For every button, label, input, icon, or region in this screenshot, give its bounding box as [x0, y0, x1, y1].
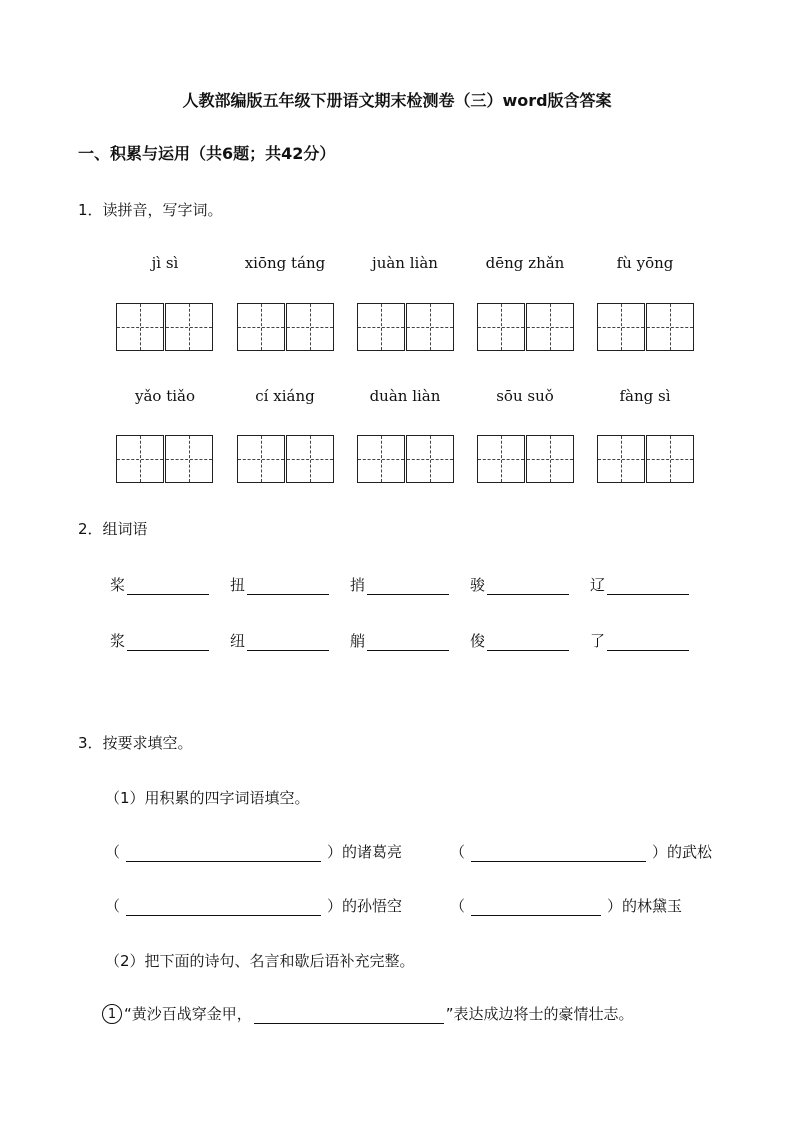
fill-item[interactable] — [450, 895, 682, 916]
char: 了 — [590, 632, 606, 650]
answer-blank[interactable] — [607, 634, 689, 651]
open-paren: （ — [105, 897, 121, 915]
writing-grid[interactable] — [357, 435, 454, 483]
poem-fill-item[interactable] — [102, 1003, 634, 1024]
pinyin-label: jì sì — [151, 254, 179, 272]
item-number-circle: 1 — [102, 1004, 122, 1024]
fill-suffix: ）的林黛玉 — [607, 897, 683, 915]
sub-question-1: （1）用积累的四字词语填空。 — [105, 789, 310, 807]
answer-blank[interactable] — [607, 578, 689, 595]
word-blank-item[interactable] — [590, 574, 689, 595]
poem-suffix: ”表达成边将士的豪情壮志。 — [445, 1005, 634, 1023]
answer-blank[interactable] — [126, 845, 321, 862]
answer-blank[interactable] — [127, 578, 209, 595]
char: 辽 — [590, 576, 606, 594]
answer-blank[interactable] — [487, 634, 569, 651]
writing-grid[interactable] — [597, 303, 694, 351]
fill-suffix: ）的武松 — [652, 843, 713, 861]
pinyin-label: xiōng táng — [244, 254, 326, 272]
char: 艄 — [350, 632, 366, 650]
writing-grid[interactable] — [237, 435, 334, 483]
answer-blank[interactable] — [367, 578, 449, 595]
word-blank-item[interactable] — [470, 630, 569, 651]
writing-grid[interactable] — [237, 303, 334, 351]
word-blank-item[interactable] — [230, 630, 329, 651]
sub-question-2: （2）把下面的诗句、名言和歇后语补充完整。 — [105, 952, 415, 970]
pinyin-label: dēng zhǎn — [485, 254, 565, 272]
answer-blank[interactable] — [127, 634, 209, 651]
writing-grid[interactable] — [357, 303, 454, 351]
answer-blank[interactable] — [487, 578, 569, 595]
pinyin-label: fàng sì — [619, 387, 671, 405]
writing-grid[interactable] — [116, 435, 213, 483]
fill-item[interactable] — [105, 841, 402, 862]
open-paren: （ — [450, 897, 466, 915]
writing-grid[interactable] — [477, 303, 574, 351]
writing-grid[interactable] — [116, 303, 213, 351]
answer-blank[interactable] — [471, 845, 646, 862]
answer-blank[interactable] — [126, 899, 321, 916]
section-heading: 一、积累与运用（共6题；共42分） — [78, 144, 336, 163]
writing-grid[interactable] — [477, 435, 574, 483]
char: 桨 — [110, 576, 126, 594]
char: 骏 — [470, 576, 486, 594]
fill-item[interactable] — [105, 895, 402, 916]
fill-suffix: ）的孙悟空 — [327, 897, 403, 915]
word-blank-item[interactable] — [470, 574, 569, 595]
word-blank-item[interactable] — [230, 574, 329, 595]
pinyin-label: cí xiáng — [255, 387, 315, 405]
char: 扭 — [230, 576, 246, 594]
open-paren: （ — [105, 843, 121, 861]
pinyin-label: yǎo tiǎo — [134, 387, 195, 405]
open-paren: （ — [450, 843, 466, 861]
fill-item[interactable] — [450, 841, 712, 862]
fill-suffix: ）的诸葛亮 — [327, 843, 403, 861]
answer-blank[interactable] — [471, 899, 601, 916]
answer-blank[interactable] — [367, 634, 449, 651]
char: 捎 — [350, 576, 366, 594]
word-blank-item[interactable] — [350, 574, 449, 595]
answer-blank[interactable] — [247, 634, 329, 651]
writing-grid[interactable] — [597, 435, 694, 483]
answer-blank[interactable] — [254, 1007, 444, 1024]
word-blank-item[interactable] — [350, 630, 449, 651]
pinyin-label: fù yōng — [616, 254, 674, 272]
word-blank-item[interactable] — [110, 630, 209, 651]
pinyin-label: juàn liàn — [372, 254, 438, 272]
word-blank-item[interactable] — [590, 630, 689, 651]
pinyin-label: duàn liàn — [369, 387, 441, 405]
char: 俊 — [470, 632, 486, 650]
char: 浆 — [110, 632, 126, 650]
question-1-label: 1．读拼音，写字词。 — [78, 201, 223, 219]
poem-prefix: “黄沙百战穿金甲， — [124, 1005, 252, 1023]
char: 纽 — [230, 632, 246, 650]
question-2-label: 2．组词语 — [78, 520, 148, 538]
answer-blank[interactable] — [247, 578, 329, 595]
word-blank-item[interactable] — [110, 574, 209, 595]
question-3-label: 3．按要求填空。 — [78, 734, 193, 752]
pinyin-label: sōu suǒ — [496, 387, 554, 405]
document-title: 人教部编版五年级下册语文期末检测卷（三）word版含答案 — [182, 91, 612, 110]
